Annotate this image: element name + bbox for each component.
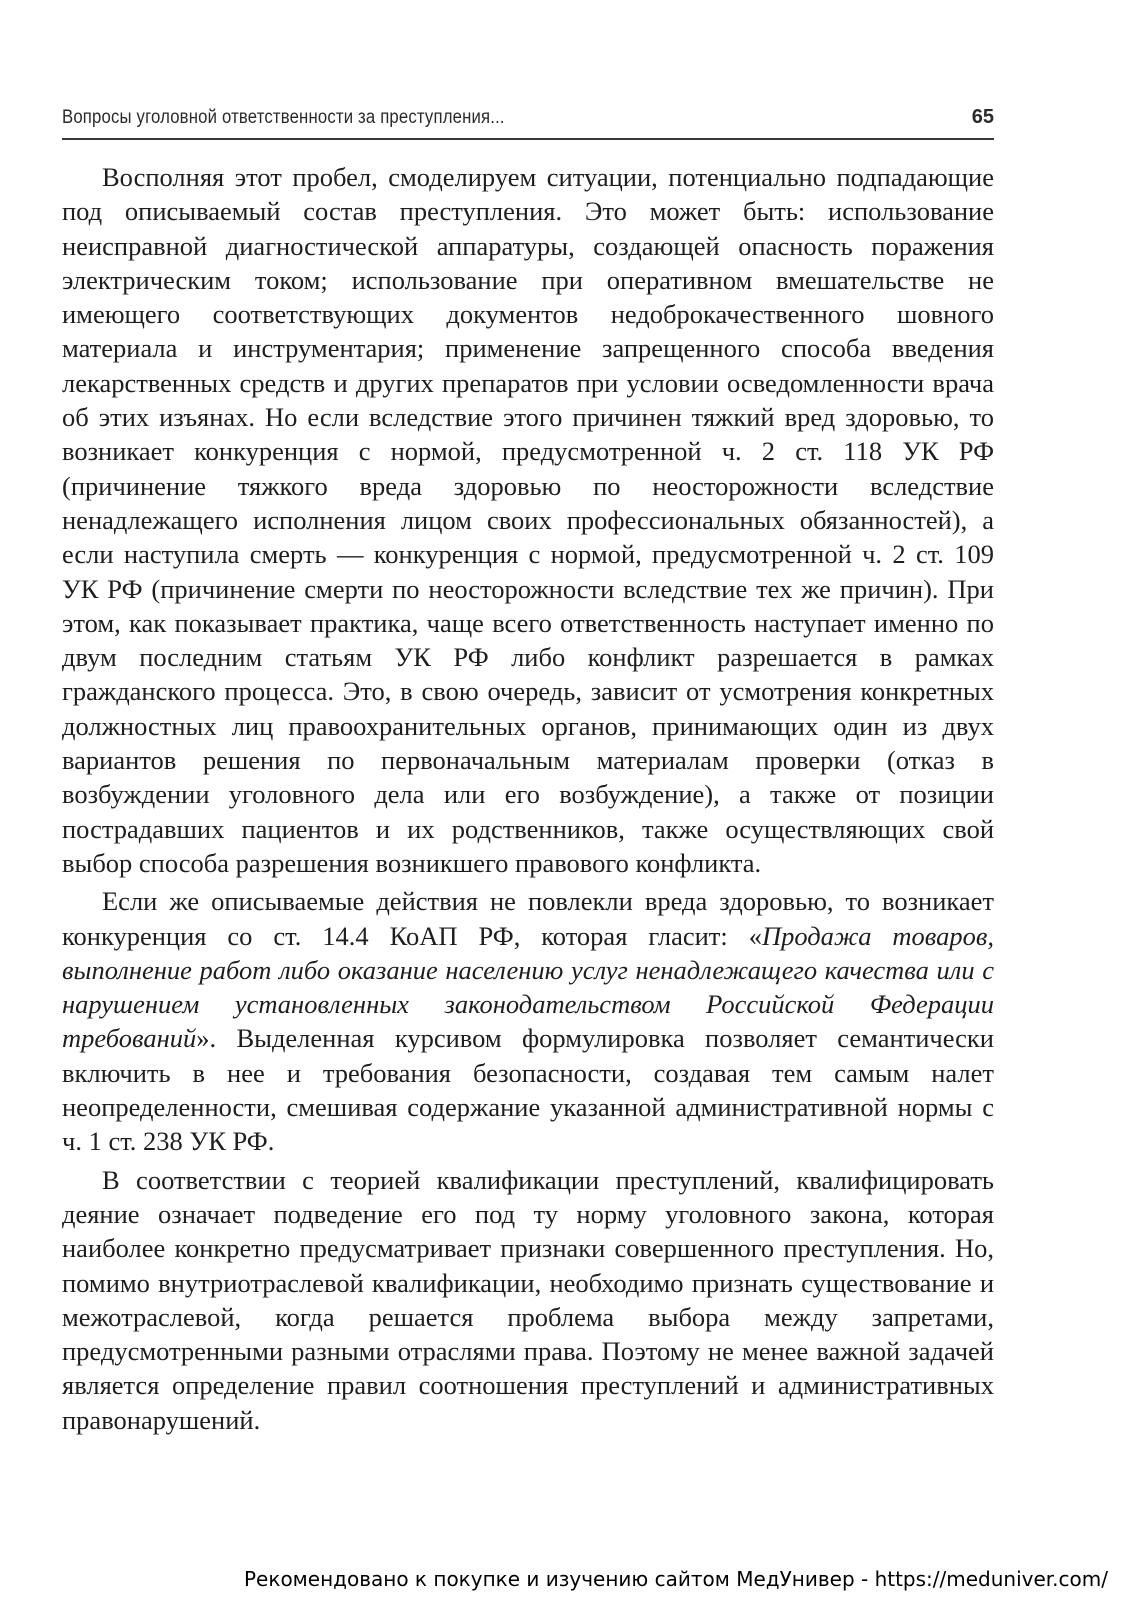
paragraph-2-lead: Если же описываемые действия не повлекли вреда здоровью, то возникает конкуренция со ст. 14.4 КоАП РФ, которая гласит: « (62, 886, 994, 951)
page-body (62, 160, 994, 1437)
running-title: Вопросы уголовной ответственности за преступления... (62, 107, 505, 128)
page-number: 65 (971, 106, 994, 128)
paragraph-2-tail: ». Выделенная курсивом формулировка позволяет семантически включить в нее и требования безопасности, создавая тем самым налет неопределенности, смешивая содержание указанной административной нормы с ч. 1 ст. 238 УК РФ. (62, 1023, 994, 1157)
paragraph-2 (62, 884, 994, 1158)
paragraph-3: В соответствии с теорией квалификации преступлений, квалифицировать деяние означает подведение его под ту норму уголовного закона, которая наиболее конкретно предусматривает признаки совершенного преступления. Но, помимо внутриотраслевой квалификации, необходимо признать существование и межотраслевой, когда решается проблема выбора между запретами, предусмотренными разными отраслями права. Поэтому не менее важной задачей является определение правил соотношения преступлений и административных правонарушений. (62, 1164, 994, 1435)
paragraph-1: Восполняя этот пробел, смоделируем ситуации, потенциально подпадающие под описываемый состав преступления. Это может быть: использование неисправной диагностической аппаратуры, создающей опасность поражения электрическим током; использование при оперативном вмешательстве не имеющего соответствующих документов недоброкачественного шовного материала и инструментария; применение запрещенного способа введения лекарственных средств и других препаратов при условии осведомленности врача об этих изъянах. Но если вследствие этого причинен тяжкий вред здоровью, то возникает конкуренция с нормой, предусмотренной ч. 2 ст. 118 УК РФ (причинение тяжкого вреда здоровью по неосторожности вследствие ненадлежащего исполнения лицом своих профессиональных обязанностей), а если наступила смерть — конкуренция с нормой, предусмотренной ч. 2 ст. 109 УК РФ (причинение смерти по неосторожности вследствие тех же причин). При этом, как показывает практика, чаще всего ответственность наступает именно по двум последним статьям УК РФ либо конфликт разрешается в рамках гражданского процесса. Это, в свою очередь, зависит от усмотрения конкретных должностных лиц правоохранительных органов, принимающих один из двух вариантов решения по первоначальным материалам проверки (отказ в возбуждении уголовного дела или его возбуждение), а также от позиции пострадавших пациентов и их родственников, также осуществляющих свой выбор способа разрешения возникшего правового конфликта. (62, 162, 994, 878)
watermark-footer: Рекомендовано к покупке и изучению сайтом МедУнивер - https://meduniver.com/ (244, 1567, 1108, 1591)
running-header (62, 104, 994, 140)
paragraph-2-italic-quote: Продажа товаров, выполнение работ либо оказание населению услуг ненадлежащего качества или с нарушением установленных законодательством Российской Федерации требований (62, 920, 994, 1054)
